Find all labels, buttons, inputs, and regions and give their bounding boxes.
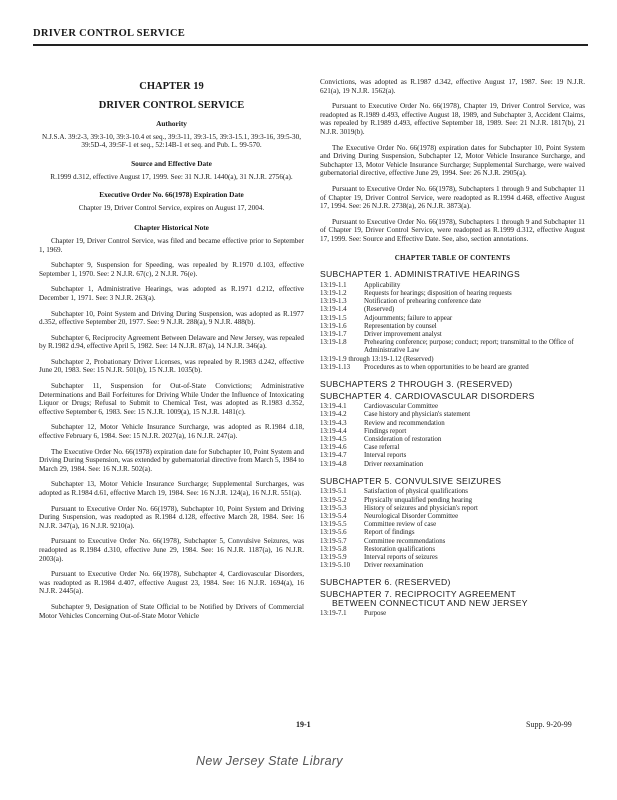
history-paragraph: Subchapter 6, Reciprocity Agreement Between Delaware and New Jersey, was repealed by R.1982 d.94, effective April 5, 1982. See: 14 N.J.R. 87(a), 14 N.J.R. 346(a). xyxy=(39,333,304,351)
section-title: Case referral xyxy=(364,444,400,452)
section-number: 13:19-5.7 xyxy=(320,537,347,545)
exec-order-text: Chapter 19, Driver Control Service, expires on August 17, 2004. xyxy=(78,203,265,212)
section-title: Requests for hearings; disposition of hearing requests xyxy=(364,289,512,297)
section-title: Applicability xyxy=(364,281,401,289)
section-number: 13:19-1.2 xyxy=(320,289,347,297)
section-title: Driver improvement analyst xyxy=(364,330,442,338)
section-number: 13:19-5.1 xyxy=(320,488,347,496)
section-title: Findings report xyxy=(364,427,407,435)
toc-entry xyxy=(320,298,585,306)
section-number: 13:19-5.10 xyxy=(320,562,351,570)
subchapter-4-list xyxy=(320,403,585,469)
toc-entry xyxy=(320,444,585,452)
toc-entry xyxy=(320,364,585,372)
section-title: Committee recommendations xyxy=(364,537,446,545)
left-column xyxy=(39,78,304,627)
header-rule xyxy=(33,44,588,46)
page-number: 19-1 xyxy=(296,720,311,729)
source-text: R.1999 d.312, effective August 17, 1999. See: 31 N.J.R. 1440(a), 31 N.J.R. 2756(a). xyxy=(50,172,293,181)
section-number: 13:19-7.1 xyxy=(320,610,347,618)
subchapter-6-heading: SUBCHAPTER 6. (RESERVED) xyxy=(320,577,451,588)
subchapter-1-list xyxy=(320,282,585,372)
history-heading: Chapter Historical Note xyxy=(134,223,209,233)
history-paragraph: Subchapter 13, Motor Vehicle Insurance Surcharge; Supplemental Surcharges, was adopted as R.1984 d.61, effective March 19, 1984. See: 16 N.J.R. 124(a), 16 N.J.R. 551(a). xyxy=(39,480,304,497)
section-number: 13:19-4.2 xyxy=(320,411,347,419)
toc-entry xyxy=(320,306,585,314)
history-paragraph: Chapter 19, Driver Control Service, was filed and became effective prior to September 1, 1969. xyxy=(39,236,304,254)
section-title: Report of findings xyxy=(364,529,415,537)
history-paragraph: Pursuant to Executive Order No. 66(1978), Chapter 19, Driver Control Service, was readopted as R.1989 d.493, effective August 18, 1989, and Subchapter 3, Accident Claims, was repealed by R.1989 d.493, effective September 18, 1989. See: 21 N.J.R. 1817(b), 21 N.J.R. 3019(b). xyxy=(320,102,585,136)
history-paragraph: Pursuant to Executive Order No. 66(1978), Subchapter 4, Cardiovascular Disorders, was readopted as R.1984 d.407, effective August 23, 1984. See: 16 N.J.R. 1694(a), 16 N.J.R. 2445(a). xyxy=(39,570,304,596)
section-number: 13:19-1.1 xyxy=(320,281,347,289)
history-paragraph: Subchapter 1, Administrative Hearings, was adopted as R.1971 d.212, effective December 1, 1971. See: 3 N.J.R. 263(a). xyxy=(39,285,304,302)
history-paragraphs xyxy=(39,237,304,620)
toc-entry xyxy=(320,323,585,331)
section-number: 13:19-4.4 xyxy=(320,427,347,435)
subchapters-2-3-heading: SUBCHAPTERS 2 THROUGH 3. (RESERVED) xyxy=(320,378,513,389)
history-paragraph: Subchapter 9, Suspension for Speeding, was repealed by R.1970 d.103, effective September 1, 1970. See: 2 N.J.R. 67(c), 2 N.J.R. 76(e). xyxy=(39,261,304,278)
section-number: 13:19-5.4 xyxy=(320,512,347,520)
toc-entry xyxy=(320,538,585,546)
section-title: Prehearing conference; purpose; conduct; report; transmittal to the Office of Administrative Law xyxy=(364,339,574,355)
history-paragraph: Pursuant to Executive Order No. 66(1978), Subchapters 1 through 9 and Subchapter 11 of Chapter 19, Driver Control Service, were readopted as R.1999 d.312, effective August 17, 1999. See: Source and Effective Date. See, also, section annotations. xyxy=(320,217,585,243)
section-number: 13:19-4.8 xyxy=(320,460,347,468)
toc-entry xyxy=(320,356,585,364)
source-heading: Source and Effective Date xyxy=(131,158,212,168)
section-title: Case history and physician's statement xyxy=(364,411,471,419)
chapter-title: CHAPTER 19 xyxy=(139,81,204,92)
toc-entry xyxy=(320,436,585,444)
right-column xyxy=(320,78,585,618)
section-number: 13:19-4.7 xyxy=(320,452,347,460)
running-head: DRIVER CONTROL SERVICE xyxy=(33,28,186,39)
toc-entry xyxy=(320,497,585,505)
section-title: Purpose xyxy=(364,610,387,618)
section-number: 13:19-5.9 xyxy=(320,553,347,561)
section-number: 13:19-1.3 xyxy=(320,298,347,306)
history-paragraph: The Executive Order No. 66(1978) expiration date for Subchapter 10, Point System and Driving During Suspension, was extended by gubernatorial directive from March 5, 1984 to March 29, 1984. See: 16 N.J.R. 502(a). xyxy=(39,447,304,473)
section-title: Review and recommendation xyxy=(364,419,445,427)
toc-entry xyxy=(320,562,585,570)
toc-entry xyxy=(320,315,585,323)
section-number: 13:19-1.13 xyxy=(320,363,351,371)
section-number: 13:19-1.8 xyxy=(320,339,347,347)
authority-text: N.J.S.A. 39:2-3, 39:3-10, 39:3-10.4 et seq., 39:3-11, 39:3-15, 39:3-15.1, 39:3-16, 39:5-30, 39:5D-4, 39:5F-1 et seq., 52:14B-1 et seq. and Pub. L. 99-570. xyxy=(41,132,302,150)
history-paragraph: Convictions, was adopted as R.1987 d.342, effective August 17, 1987. See: 19 N.J.R. 621(a), 19 N.J.R. 1562(a). xyxy=(320,78,585,95)
subchapter-1-heading: SUBCHAPTER 1. ADMINISTRATIVE HEARINGS xyxy=(320,269,521,280)
section-number: 13:19-4.6 xyxy=(320,444,347,452)
toc-entry xyxy=(320,403,585,411)
toc-entry xyxy=(320,513,585,521)
section-title: Driver reexamination xyxy=(364,460,424,468)
toc-entry xyxy=(320,521,585,529)
section-title: Satisfaction of physical qualifications xyxy=(364,488,468,496)
section-number: 13:19-5.8 xyxy=(320,545,347,553)
toc-title: CHAPTER TABLE OF CONTENTS xyxy=(394,253,511,262)
section-title: (Reserved) xyxy=(364,306,395,314)
section-title: Adjournments; failure to appear xyxy=(364,314,453,322)
section-number: 13:19-1.5 xyxy=(320,314,347,322)
section-title: Consideration of restoration xyxy=(364,435,442,443)
section-number: 13:19-4.1 xyxy=(320,403,347,411)
toc-entry xyxy=(320,420,585,428)
section-number: 13:19-5.2 xyxy=(320,496,347,504)
section-title: Procedures as to when opportunities to be heard are granted xyxy=(364,363,529,371)
section-title: Neurological Disorder Committee xyxy=(364,512,459,520)
history-paragraph: Subchapter 9, Designation of State Official to be Notified by Drivers of Commercial Motor Vehicles Concerning Out-of-State Motor Vehicle xyxy=(39,602,304,620)
section-title: Physically unqualified pending hearing xyxy=(364,496,473,504)
history-paragraph: The Executive Order No. 66(1978) expiration dates for Subchapter 10, Point System and Driving During Suspension, Subchapter 12, Motor Vehicle Insurance Surcharge, and Subchapter 13, Motor Vehicle Insurance Surcharge; Supplemental Surcharge, were waived gubernatorial directive, effective June 29, 1994. See: 26 N.J.R. 2905(a). xyxy=(320,143,585,178)
section-number: 13:19-5.3 xyxy=(320,504,347,512)
toc-entry xyxy=(320,529,585,537)
history-paragraph: Pursuant to Executive Order No. 66(1978), Subchapter 5, Convulsive Seizures, was readopted as R.1984 d.310, effective June 29, 1984. See: 16 N.J.R. 1187(a), 16 N.J.R. 2003(a). xyxy=(39,537,304,563)
history-paragraph: Subchapter 2, Probationary Driver Licenses, was repealed by R.1983 d.242, effective June 20, 1983. See: 15 N.J.R. 501(b), 15 N.J.R. 1035(b). xyxy=(39,357,304,375)
toc-entry xyxy=(320,290,585,298)
section-title: Committee review of case xyxy=(364,521,437,529)
subchapter-7-heading: SUBCHAPTER 7. RECIPROCITY AGREEMENT xyxy=(320,588,517,599)
section-number: 13:19-5.6 xyxy=(320,529,347,537)
section-title: Interval reports xyxy=(364,452,407,460)
subchapter-4-heading: SUBCHAPTER 4. CARDIOVASCULAR DISORDERS xyxy=(320,390,535,401)
section-title: Cardiovascular Committee xyxy=(364,403,439,411)
toc-entry xyxy=(320,610,585,618)
section-title: Interval reports of seizures xyxy=(364,553,438,561)
toc-entry xyxy=(320,488,585,496)
toc-entry xyxy=(320,461,585,469)
toc-entry xyxy=(320,546,585,554)
section-number: 13:19-1.7 xyxy=(320,330,347,338)
section-number: 13:19-1.6 xyxy=(320,322,347,330)
section-number: 13:19-5.5 xyxy=(320,521,347,529)
section-title: History of seizures and physician's report xyxy=(364,504,478,512)
history-paragraph: Pursuant to Executive Order No. 66(1978), Subchapters 1 through 9 and Subchapter 11 of Chapter 19, Driver Control Service, were readopted as R.1994 d.468, effective August 17, 1994. See: 26 N.J.R. 2738(a), 26 N.J.R. 3873(a). xyxy=(320,184,585,211)
section-number: 13:19-1.9 through 13:19-1.12 xyxy=(320,355,402,363)
chapter-name: DRIVER CONTROL SERVICE xyxy=(98,99,245,111)
library-stamp: New Jersey State Library xyxy=(196,754,343,768)
section-title: Representation by counsel xyxy=(364,322,437,330)
section-title: Notification of prehearing conference date xyxy=(364,298,482,306)
history-paragraph: Subchapter 12, Motor Vehicle Insurance Surcharge, was adopted as R.1984 d.18, effective February 6, 1984. See: 15 N.J.R. 2027(a), 16 N.J.R. 247(a). xyxy=(39,423,304,441)
section-number: 13:19-4.3 xyxy=(320,419,347,427)
history-paragraph: Subchapter 11, Suspension for Out-of-State Convictions; Administrative Determinations and Bail Forfeitures for Driving While Under the Influence of Intoxicating Liquor or Drugs; Refusal to Submit to Chemical Test, was adopted as R.1983 d.352, effective September 6, 1983. See: 15 N.J.R. 1009(a), 15 N.J.R. 1481(c). xyxy=(39,382,304,416)
section-number: 13:19-1.4 xyxy=(320,306,347,314)
section-title: Driver reexamination xyxy=(364,562,424,570)
toc-entry xyxy=(320,505,585,513)
toc-entry xyxy=(320,411,585,419)
toc-entry xyxy=(320,452,585,460)
supplement-date: Supp. 9-20-99 xyxy=(526,720,572,729)
subchapter-5-list xyxy=(320,488,585,570)
toc-entry xyxy=(320,554,585,562)
section-title: Restoration qualifications xyxy=(364,545,435,553)
section-title: (Reserved) xyxy=(403,355,434,363)
toc-entry xyxy=(320,331,585,339)
toc-entry xyxy=(320,339,585,355)
toc-entry xyxy=(320,282,585,290)
toc-entry xyxy=(320,428,585,436)
subchapter-7-list xyxy=(320,610,585,618)
authority-heading: Authority xyxy=(156,119,187,129)
history-paragraph: Pursuant to Executive Order No. 66(1978), Subchapter 10, Point System and Driving During Suspension, was readopted as R.1984 d.128, effective March 28, 1984. See: 16 N.J.R. 347(a), 16 N.J.R. 9210(a). xyxy=(39,504,304,530)
subchapter-5-heading: SUBCHAPTER 5. CONVULSIVE SEIZURES xyxy=(320,475,502,486)
history-paragraph: Subchapter 10, Point System and Driving During Suspension, was adopted as R.1977 d.352, effective September 20, 1977. See: 9 N.J.R. 288(a), 9 N.J.R. 488(b). xyxy=(39,309,304,327)
subchapter-7-heading-cont: BETWEEN CONNECTICUT AND NEW JERSEY xyxy=(332,597,528,608)
exec-order-heading: Executive Order No. 66(1978) Expiration Date xyxy=(99,190,244,200)
section-number: 13:19-4.5 xyxy=(320,435,347,443)
